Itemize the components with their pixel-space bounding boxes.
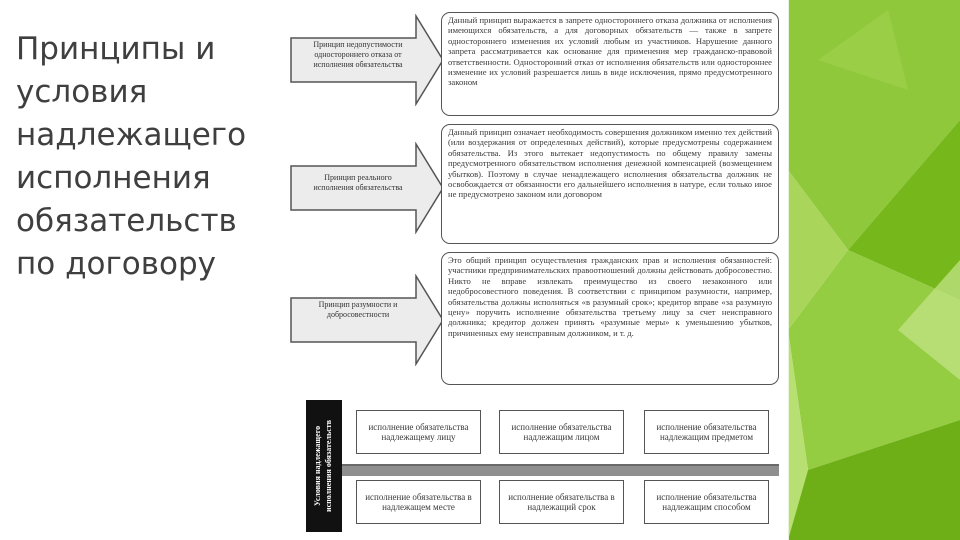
principle-description-3: Это общий принцип осуществления гражданских прав и исполнения обязанностей: участники предпринимательских правоотношений должны действовать добросовестно. Никто не вправе извлекать преимущество из своего незаконного или недобросовестного поведения. В соответствии с принципом разумности, например, обязательства должны исполняться «в разумный срок»; кредитор вправе «за разумную цену» поручить исполнение обязательства третьему лицу за счет неисправного должника; кредитор должен принять «разумные меры» к уменьшению убытков, причиненных ему неисправным должником, и т. д. xyxy=(441,252,779,385)
arrow-shape xyxy=(290,274,445,366)
conditions-header xyxy=(306,400,342,532)
condition-bottom-2: исполнение обязательства в надлежащий срок xyxy=(499,480,624,524)
diagram xyxy=(280,0,788,540)
principle-name: Принцип разумности и добросовестности xyxy=(318,300,398,319)
principle-description-1: Данный принцип выражается в запрете одностороннего отказа должника от исполнения имеющихся обязательств, а для договорных обязательств — также в запрете одностороннего изменения их условий любым из участников. Нарушение данного запрета рассматривается как основание для применения мер гражданско-правовой ответственности. Односторонний отказ от исполнения обязательств или одностороннее изменение их условий разрешается лишь в виде исключения, прямо предусмотренного законом xyxy=(441,12,779,116)
principle-arrow-1 xyxy=(290,14,445,106)
principle-name: Принцип реального исполнения обязательства xyxy=(313,173,403,192)
condition-top-2: исполнение обязательства надлежащим лицом xyxy=(499,410,624,454)
condition-top-1: исполнение обязательства надлежащему лицу xyxy=(356,410,481,454)
slide-title: Принципы и условия надлежащего исполнения обязательств по договору xyxy=(16,31,247,282)
conditions-bar xyxy=(342,464,779,476)
decorative-green-panel xyxy=(788,0,960,540)
condition-bottom-1: исполнение обязательства в надлежащем месте xyxy=(356,480,481,524)
condition-bottom-3: исполнение обязательства надлежащим способом xyxy=(644,480,769,524)
conditions-diagram xyxy=(306,400,779,532)
principle-arrow-2 xyxy=(290,142,445,234)
principle-description-2: Данный принцип означает необходимость совершения должником именно тех действий (или воздержания от определенных действий), которые предусмотрены содержанием обязательства. Из этого вытекает недопустимость по общему правилу замены предусмотренного обязательством исполнения денежной компенсацией (возмещением убытков). Поэтому в случае ненадлежащего исполнения обязательства должник не освобождается от обязанности его дальнейшего исполнения в натуре, если только иное не предусмотрено законом или договором xyxy=(441,124,779,244)
conditions-header-label: Условия надлежащего исполнения обязательств xyxy=(313,420,333,512)
principle-name: Принцип недопустимости одностороннего отказа от исполнения обязательства xyxy=(313,40,403,69)
principle-arrow-3 xyxy=(290,274,445,366)
condition-top-3: исполнение обязательства надлежащим предметом xyxy=(644,410,769,454)
